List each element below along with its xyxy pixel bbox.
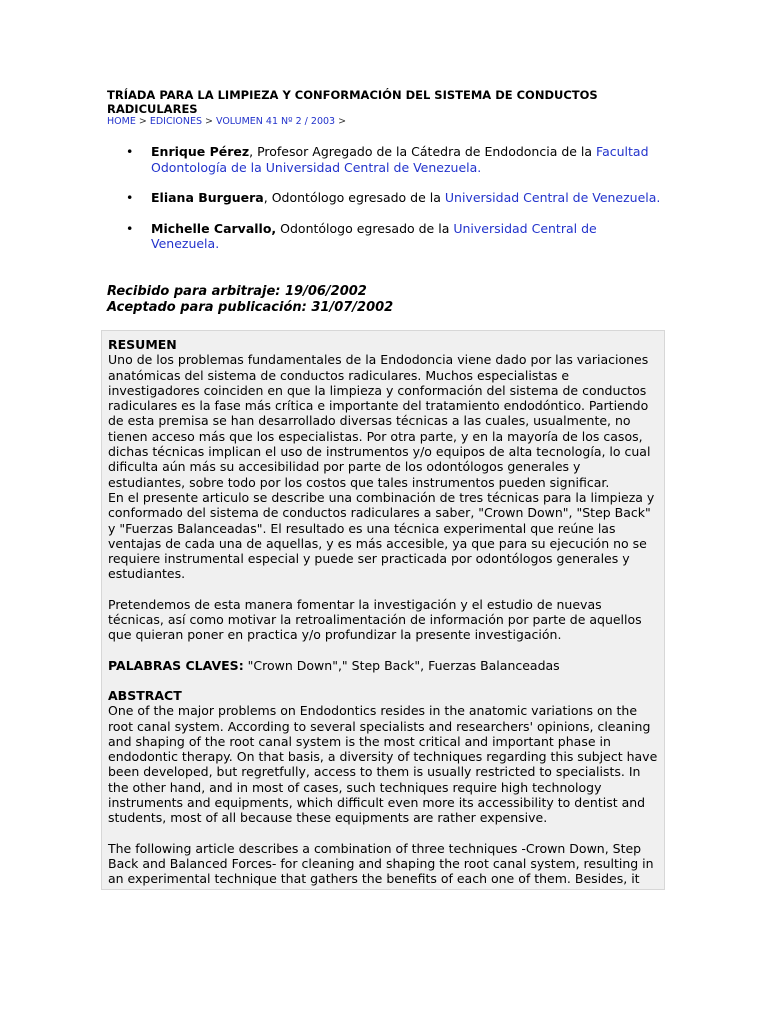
affiliation-link[interactable]: Universidad Central de Venezuela. <box>151 220 597 251</box>
breadcrumb-home-link[interactable]: HOME <box>107 116 136 127</box>
breadcrumb-separator: > <box>335 116 347 127</box>
resumen-paragraph-1: Uno de los problemas fundamentales de la Endodoncia viene dado por las variaciones anatómicas del sistema de conductos radiculares. Muchos especialistas e investigadores coinciden en que la limpieza y conformación del sistema de conductos radiculares es la fase más crítica e importante del tratamiento endodóntico. Partiendo de esta premisa se han desarrollado diversas técnicas a las cuales, usualmente, no tienen acceso más que los especialistas. Por otra parte, y en la mayoría de los casos, dichas técnicas implican el uso de instrumentos y/o equipos de alta tecnología, lo cual dificulta aún más su accesibilidad por parte de los odontólogos generales y estudiantes, sobre todo por los costos que tales instrumentos pueden significar. <box>108 352 651 490</box>
author-item <box>126 144 666 175</box>
breadcrumb-ediciones-link[interactable]: EDICIONES <box>149 116 202 127</box>
article-title: TRÍADA PARA LA LIMPIEZA Y CONFORMACIÓN DEL SISTEMA DE CONDUCTOS RADICULARES <box>107 88 598 116</box>
breadcrumb-volumen-link[interactable]: VOLUMEN 41 Nº 2 / 2003 <box>216 116 336 127</box>
bullet-icon: • <box>126 144 134 159</box>
author-list <box>126 144 666 267</box>
affiliation-link[interactable]: Facultad Odontología de la Universidad Central de Venezuela. <box>151 144 649 175</box>
bullet-icon: • <box>126 190 134 205</box>
abstract-paragraph-2: The following article describes a combination of three techniques -Crown Down, Step Back and Balanced Forces- for cleaning and shaping the root canal system, resulting in an experimental technique that gathers the benefits of each one of them. Besides, it <box>108 840 654 887</box>
received-date: Recibido para arbitraje: 19/06/2002 <box>107 284 367 299</box>
author-item <box>126 221 666 252</box>
resumen-paragraph-2: En el presente articulo se describe una combinación de tres técnicas para la limpieza y conformado del sistema de conductos radiculares a saber, "Crown Down", "Step Back" y "Fuerzas Balanceadas". El resultado es una técnica experimental que reúne las ventajas de cada una de aquellas, y es más accesible, ya que para su ejecución no se requiere instrumental especial y puede ser practicada por odontólogos generales y estudiantes. <box>108 489 655 582</box>
keywords-value: "Crown Down"," Step Back", Fuerzas Balanceadas <box>243 657 560 673</box>
abstract-section <box>108 688 658 826</box>
author-item <box>126 190 666 206</box>
breadcrumb-separator: > <box>202 116 216 127</box>
author-name: Eliana Burguera <box>151 190 264 205</box>
keywords <box>108 658 658 673</box>
author-affiliation: Odontólogo egresado de la <box>276 220 454 236</box>
author-affiliation: , Profesor Agregado de la Cátedra de Endodoncia de la <box>249 144 597 159</box>
bullet-icon: • <box>126 220 134 236</box>
abstract-heading: ABSTRACT <box>108 687 182 703</box>
resumen-paragraph-3: Pretendemos de esta manera fomentar la investigación y el estudio de nuevas técnicas, así como motivar la retroalimentación de información por parte de aquellos que quieran poner en practica y/o profundizar la presente investigación. <box>108 596 642 643</box>
abstract-box <box>101 330 665 890</box>
breadcrumb-separator: > <box>135 116 150 127</box>
resumen-section <box>108 337 658 490</box>
resumen-heading: RESUMEN <box>108 337 177 352</box>
accepted-date: Aceptado para publicación: 31/07/2002 <box>107 300 394 315</box>
submission-dates <box>107 284 393 316</box>
breadcrumb <box>107 116 346 128</box>
author-name: Enrique Pérez <box>151 144 250 159</box>
keywords-label: PALABRAS CLAVES: <box>108 657 244 673</box>
abstract-paragraph-1: One of the major problems on Endodontics resides in the anatomic variations on the root canal system. According to several specialists and researchers' opinions, cleaning and shaping of the root canal system is the most critical and important phase in endodontic therapy. On that basis, a diversity of techniques regarding this subject have been developed, but regretfully, access to them is usually restricted to specialists. In the other hand, and in most of cases, such techniques require high technology instruments and equipments, which difficult even more its accessibility to dentist and students, most of all because these equipments are rather expensive. <box>108 703 658 826</box>
affiliation-link[interactable]: Universidad Central de Venezuela. <box>444 190 661 205</box>
author-affiliation: , Odontólogo egresado de la <box>263 190 445 205</box>
author-name: Michelle Carvallo, <box>151 220 277 236</box>
